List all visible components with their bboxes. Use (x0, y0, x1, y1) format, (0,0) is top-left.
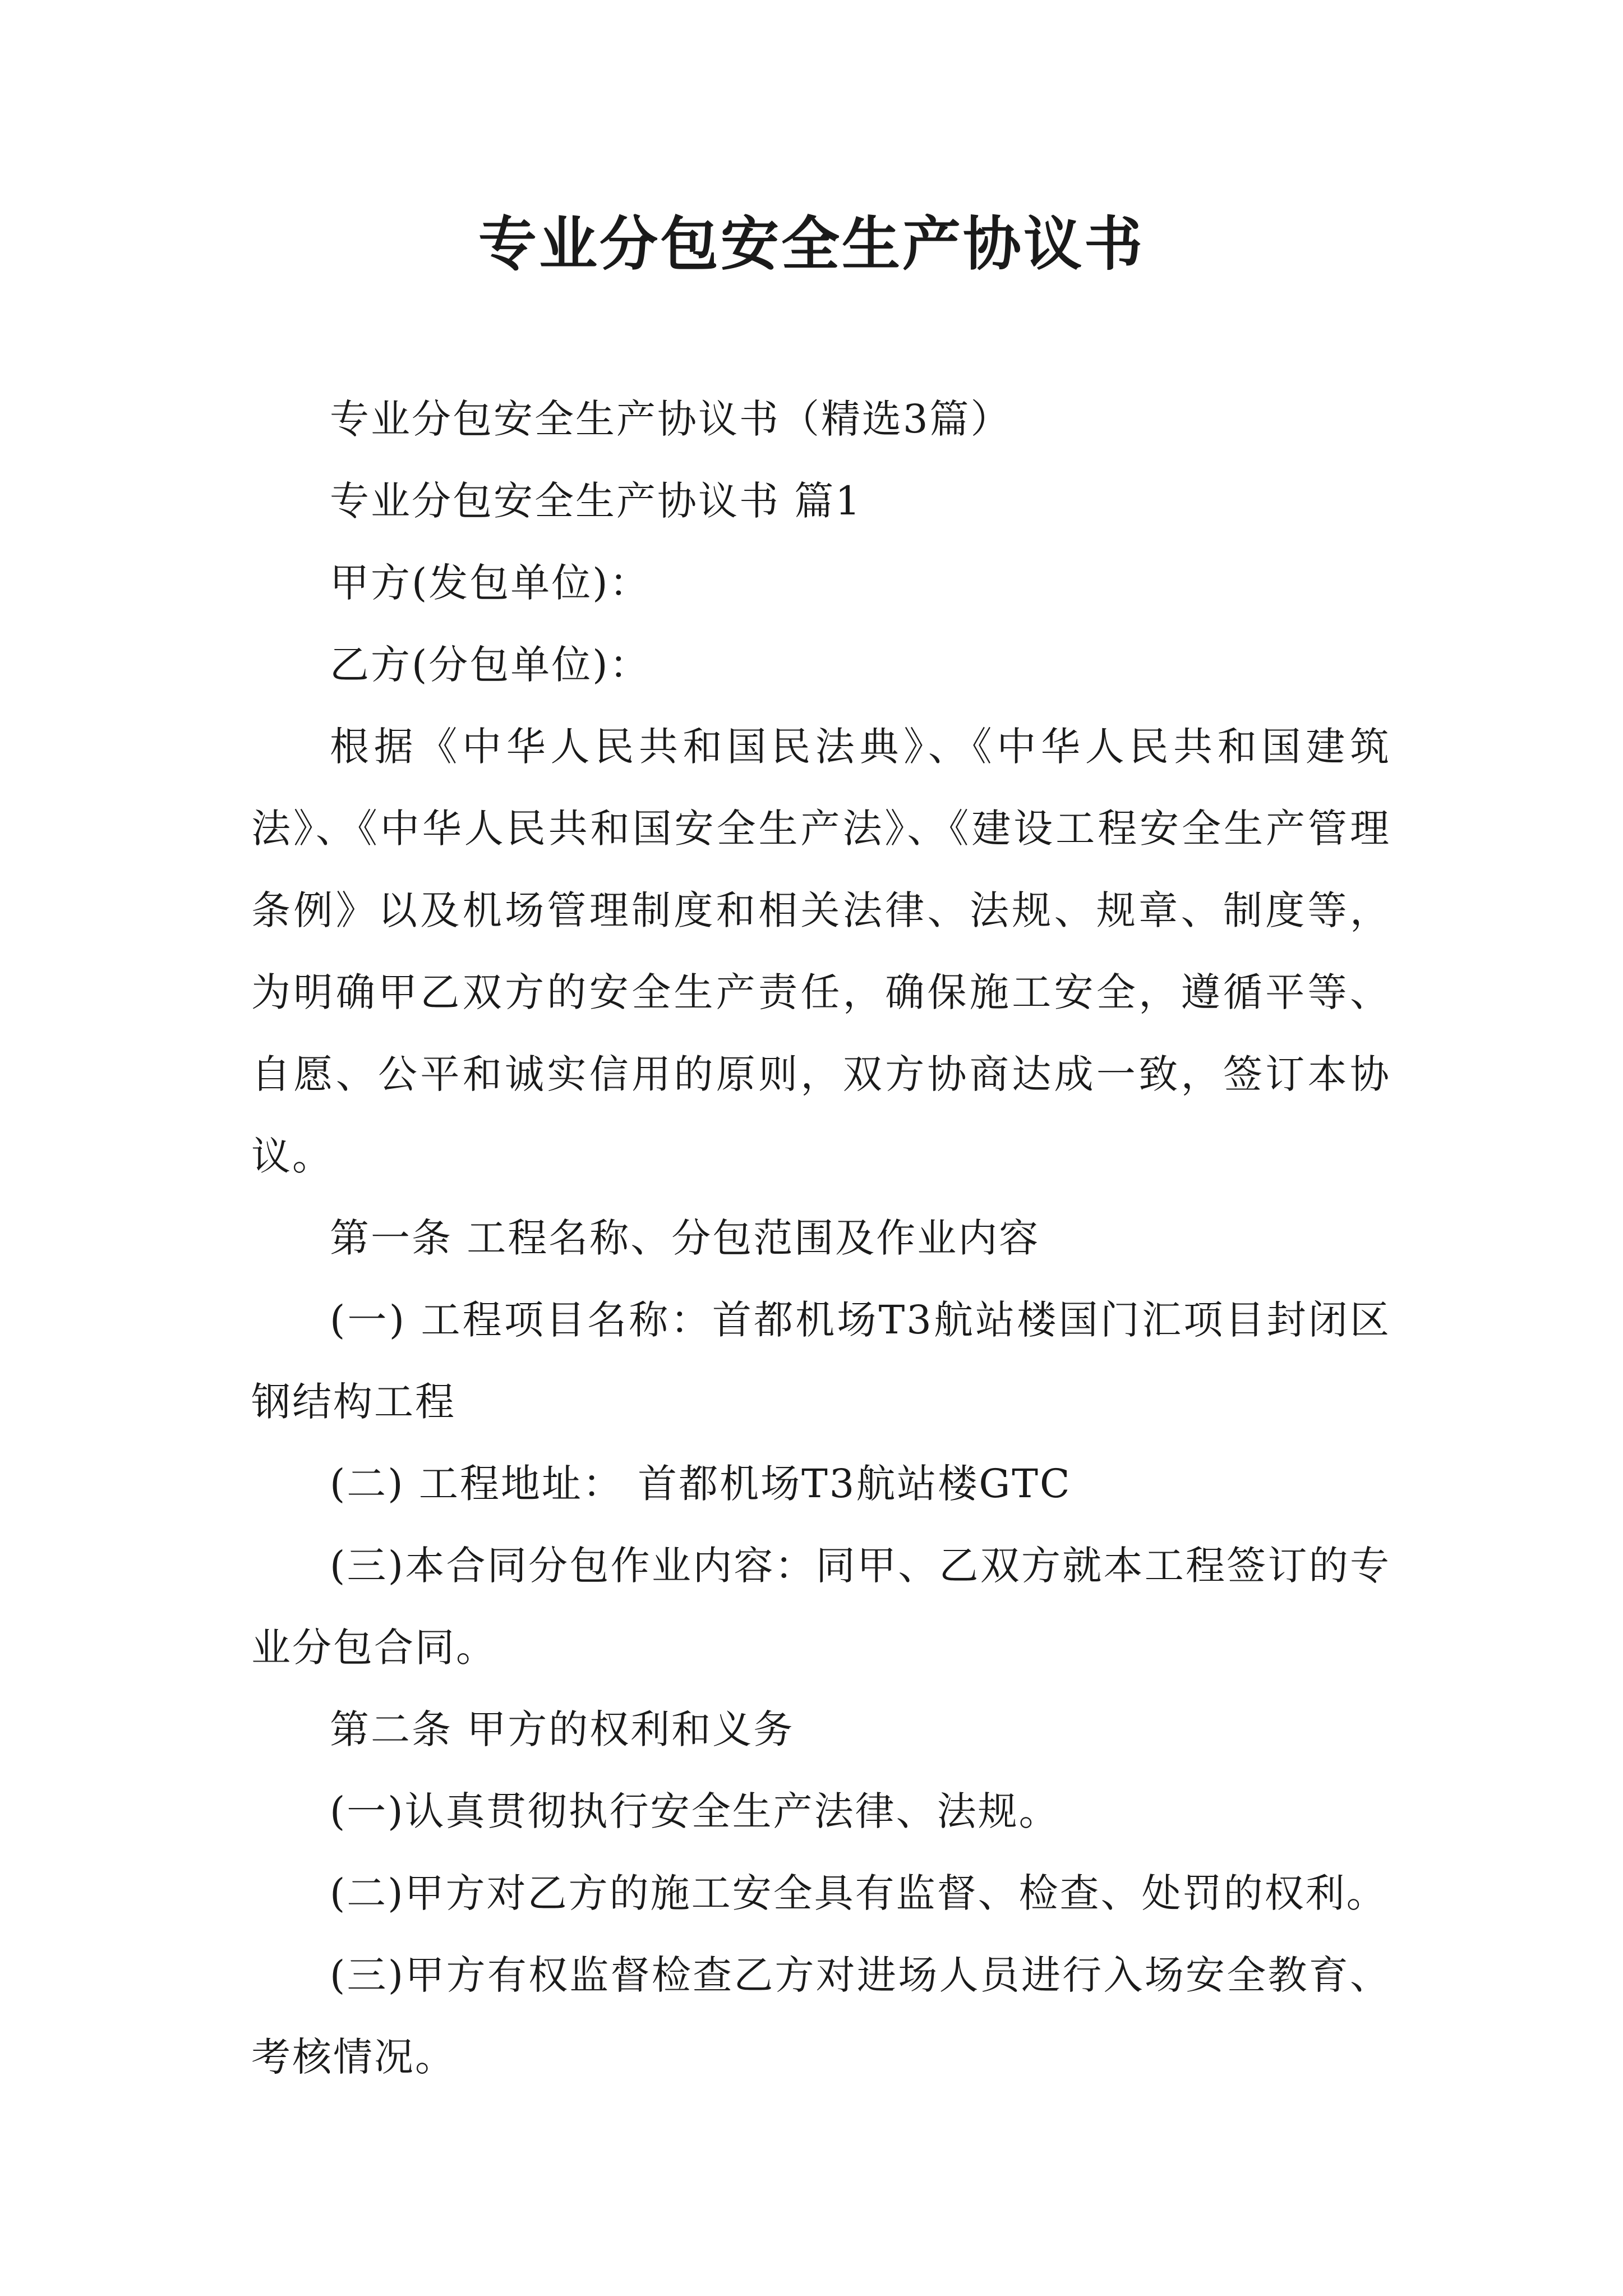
party-a-line: 甲方(发包单位)： (330, 560, 651, 606)
document-body (251, 378, 1391, 2098)
article-one-item-2: (二) 工程地址： 首都机场T3航站楼GTC (330, 1461, 1072, 1507)
article-two-item-3: (三)甲方有权监督检查乙方对进场人员进行入场安全教育、考核情况。 (251, 1952, 1391, 2080)
article-two-heading: 第二条 甲方的权利和义务 (330, 1706, 795, 1752)
article-one-heading: 第一条 工程名称、分包范围及作业内容 (330, 1215, 1040, 1261)
section-heading: 专业分包安全生产协议书 篇1 (330, 478, 862, 524)
party-b-line: 乙方(分包单位)： (330, 642, 651, 688)
article-two-item-1: (一)认真贯彻执行安全生产法律、法规。 (330, 1788, 1060, 1834)
preamble-paragraph: 根据《中华人民共和国民法典》、《中华人民共和国建筑法》、《中华人民共和国安全生产法》、《建设工程安全生产管理条例》以及机场管理制度和相关法律、法规、规章、制度等，为明确甲乙双方的安全生产责任，确保施工安全，遵循平等、自愿、公平和诚实信用的原则，双方协商达成一致，签订本协议。 (251, 724, 1391, 1179)
article-two-item-2: (二)甲方对乙方的施工安全具有监督、检查、处罚的权利。 (330, 1870, 1387, 1916)
article-one-item-1: (一) 工程项目名称：首都机场T3航站楼国门汇项目封闭区钢结构工程 (251, 1297, 1391, 1425)
article-one-item-3: (三)本合同分包作业内容：同甲、乙双方就本工程签订的专业分包合同。 (251, 1543, 1391, 1671)
document-subtitle: 专业分包安全生产协议书（精选3篇） (330, 396, 1012, 442)
document-title: 专业分包安全生产协议书 (478, 209, 1145, 278)
